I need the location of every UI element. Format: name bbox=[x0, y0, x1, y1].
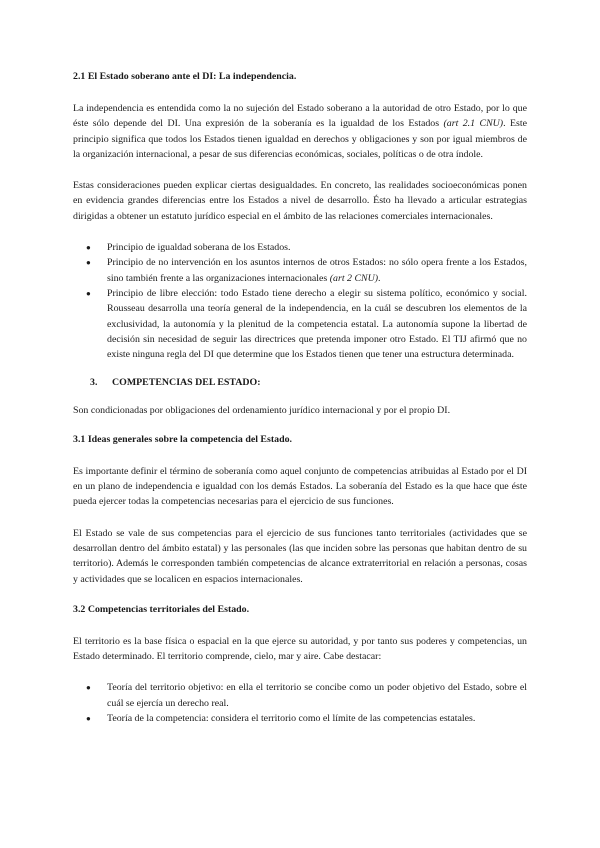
list-item-text: Teoría del territorio objetivo: en ella el territorio se concibe como un poder objetivo del Estado, sobre el cuál se ejercía un derecho real. bbox=[107, 682, 527, 709]
list-item bbox=[73, 255, 527, 286]
list-item bbox=[73, 240, 527, 255]
section-2-1-heading: 2.1 El Estado soberano ante el DI: La independencia. bbox=[73, 71, 297, 82]
bullet-icon: ● bbox=[86, 258, 91, 268]
inequalities-paragraph: Estas consideraciones pueden explicar ciertas desigualdades. En concreto, las realidades socioeconómicas ponen en evidencia grandes diferencias entre los Estados a nivel de desarrollo. Ésto ha llevado a articular estrategias dirigidas a obtener un estatuto jurídico especial en el ámbito de las relaciones comerciales internacionales. bbox=[73, 180, 527, 222]
competencies-intro: Son condicionadas por obligaciones del ordenamiento jurídico internacional y por el propio DI. bbox=[73, 405, 451, 417]
list-item-text: Principio de no intervención en los asuntos internos de otros Estados: no sólo opera frente a los Estados, sino también frente a las organizaciones internacionales bbox=[107, 257, 527, 284]
list-item-text: . bbox=[378, 272, 381, 284]
bullet-icon: ● bbox=[86, 714, 91, 724]
bullet-icon: ● bbox=[86, 683, 91, 693]
citation: (art 2.1 CNU) bbox=[443, 118, 504, 130]
list-item bbox=[73, 711, 527, 726]
list-item-text: Teoría de la competencia: considera el territorio como el límite de las competencias estatales. bbox=[107, 713, 476, 725]
section-number: 3. bbox=[90, 377, 98, 389]
list-item bbox=[73, 286, 527, 362]
citation: (art 2 CNU) bbox=[329, 272, 379, 284]
section-3-1-heading: 3.1 Ideas generales sobre la competencia del Estado. bbox=[73, 433, 292, 445]
theories-list bbox=[73, 680, 527, 726]
list-item bbox=[73, 680, 527, 711]
text-run: La independencia es entendida como la no sujeción del Estado soberano a la autoridad de otro Estado, por lo que éste sólo depende del DI. Una expresión de la soberanía es la igualdad de los Estados bbox=[73, 103, 527, 130]
territory-paragraph: El territorio es la base física o espacial en la que ejerce su autoridad, y por tanto sus poderes y competencias, un Estado determinado. El territorio comprende, cielo, mar y aire. Cabe destacar: bbox=[73, 635, 527, 663]
sovereignty-paragraph: Es importante definir el término de soberanía como aquel conjunto de competencias atribuidas al Estado por el DI en un plano de independencia e igualdad con los demás Estados. La soberanía del Estado es la que hace que éste pueda ejercer todas la competencias necesarias para el ejercicio de sus funciones. bbox=[73, 465, 527, 508]
functions-paragraph: El Estado se vale de sus competencias para el ejercicio de sus funciones tanto territoriales (actividades que se desarrollan dentro del ámbito estatal) y las personales (las que inciden sobre las personas que habitan dentro de su territorio). Además le corresponden también competencias de alcance extraterritorial en relación a personas, cosas y actividades que se localicen en espacios internacionales. bbox=[73, 527, 527, 585]
section-title: COMPETENCIAS DEL ESTADO: bbox=[112, 377, 261, 389]
bullet-icon: ● bbox=[86, 288, 91, 298]
list-item-text: Principio de libre elección: todo Estado tiene derecho a elegir su sistema político, económico y social. Rousseau desarrolla una teoría general de la independencia, en la cuál se descubren los elementos de la exclusividad, la autonomía y la plenitud de la competencia estatal. La autonomía supone la libertad de decisión sin necesidad de seguir las directrices que pretenda imponer otro Estado. El TIJ afirmó que no existe ninguna regla del DI que determine que los Estados tienen que tener una estructura determinada. bbox=[107, 287, 527, 361]
section-3-heading bbox=[73, 376, 527, 389]
text-run: . Este principio significa que todos los Estados tienen igualdad en derechos y obligaciones y son por igual miembros de la organización internacional, a pesar de sus diferencias económicas, sociales, políticas o de otra índole. bbox=[73, 118, 528, 160]
list-item-text: Principio de igualdad soberana de los Estados. bbox=[107, 242, 291, 254]
bullet-icon: ● bbox=[86, 243, 91, 253]
principles-list bbox=[73, 240, 527, 362]
independence-paragraph bbox=[73, 101, 527, 162]
section-3-2-heading: 3.2 Competencias territoriales del Estado. bbox=[73, 603, 250, 615]
